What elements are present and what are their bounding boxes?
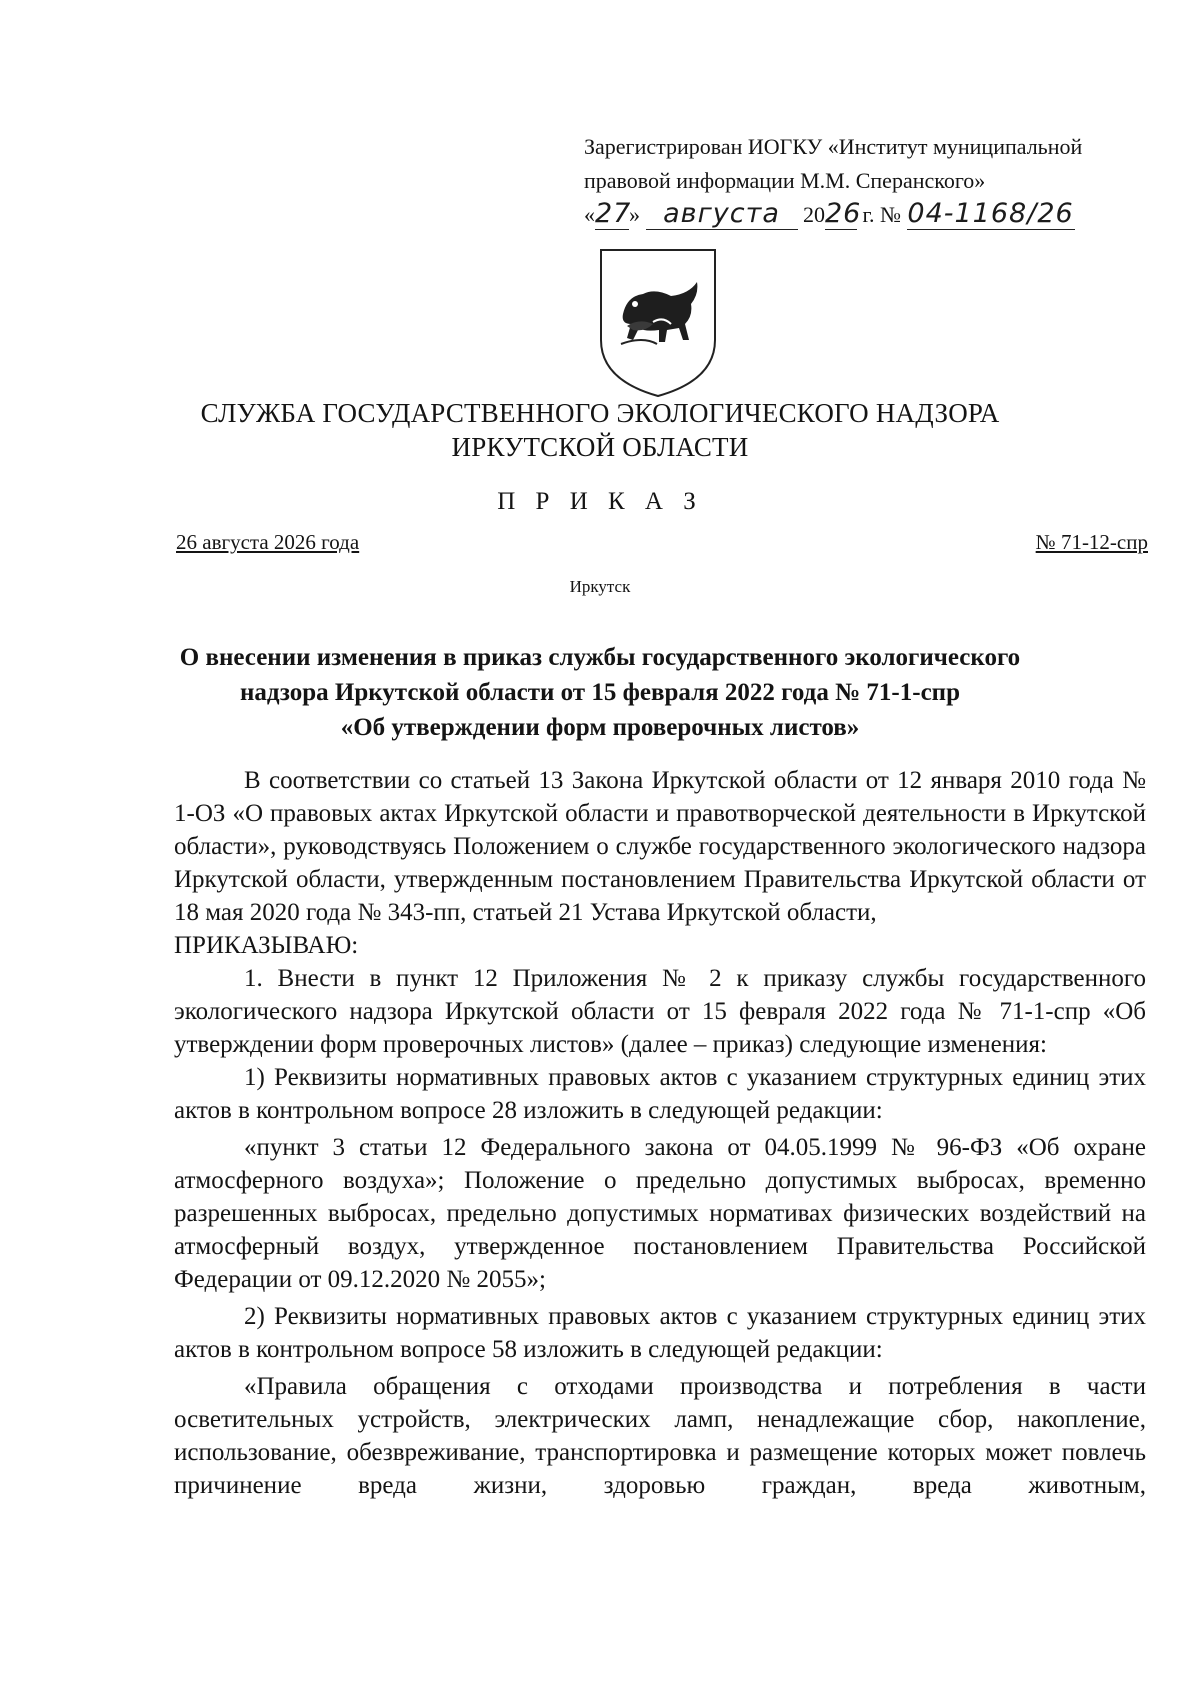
quote-close: » xyxy=(629,202,640,227)
document-body xyxy=(174,764,1146,1502)
irkutsk-coat-of-arms-icon xyxy=(593,244,723,400)
org-line-2: ИРКУТСКОЙ ОБЛАСТИ xyxy=(451,432,749,462)
registration-year: 26 xyxy=(825,198,862,229)
registration-number: 04-1168/26 xyxy=(907,198,1074,229)
paragraph-quote-1: «пункт 3 статьи 12 Федерального закона от 04.05.1999 № 96-ФЗ «Об охране атмосферного воздуха»; Положение о предельно допустимых выбросах, временно разрешенных выбросах, предельно допустимых нормативах физических воздействий на атмосферный воздух, утвержденное постановлением Правительства Российской Федерации от 09.12.2020 № 2055»; xyxy=(174,1134,1146,1293)
registration-year-prefix: 20 xyxy=(803,202,825,227)
title-line-3: «Об утверждении форм проверочных листов» xyxy=(340,714,860,741)
registration-date-line xyxy=(584,198,1144,232)
paragraph-order-word: ПРИКАЗЫВАЮ: xyxy=(174,932,359,959)
registration-day: 27 xyxy=(595,198,632,229)
registration-line-1: Зарегистрирован ИОГКУ «Институт муниципальной xyxy=(584,134,1083,159)
order-date: 26 августа 2026 года xyxy=(176,530,360,554)
city: Иркутск xyxy=(569,577,631,596)
document-title xyxy=(100,640,1100,745)
paragraph-subitem-1: 1) Реквизиты нормативных правовых актов с указанием структурных единиц этих актов в контрольном вопросе 28 изложить в следующей редакции: xyxy=(174,1064,1146,1124)
organization-name xyxy=(0,396,1200,464)
org-line-1: СЛУЖБА ГОСУДАРСТВЕННОГО ЭКОЛОГИЧЕСКОГО НАДЗОРА xyxy=(200,398,1000,428)
registration-stamp xyxy=(584,130,1144,232)
registration-month: августа xyxy=(646,199,798,230)
title-line-2: надзора Иркутской области от 15 февраля 2022 года № 71-1-спр xyxy=(239,679,960,706)
paragraph-item-1: 1. Внести в пункт 12 Приложения № 2 к приказу службы государственного экологического надзора Иркутской области от 15 февраля 2022 года № 71-1-спр «Об утверждении форм проверочных листов» (далее – приказ) следующие изменения: xyxy=(174,965,1146,1058)
quote-open: « xyxy=(584,202,595,227)
paragraph-subitem-2: 2) Реквизиты нормативных правовых актов с указанием структурных единиц этих актов в контрольном вопросе 58 изложить в следующей редакции: xyxy=(174,1303,1146,1363)
title-line-1: О внесении изменения в приказ службы государственного экологического xyxy=(179,644,1021,671)
document-type: П Р И К А З xyxy=(497,488,703,515)
registration-year-tail: г. № xyxy=(862,202,902,227)
registration-line-2: правовой информации М.М. Сперанского» xyxy=(584,168,986,193)
paragraph-quote-2: «Правила обращения с отходами производства и потребления в части осветительных устройств, электрических ламп, ненадлежащие сбор, накопление, использование, обезвреживание, транспортировка и размещение которых может повлечь причинение вреда жизни, здоровью граждан, вреда животным, xyxy=(174,1373,1146,1499)
paragraph-preamble: В соответствии со статьей 13 Закона Иркутской области от 12 января 2010 года № 1-ОЗ «О правовых актах Иркутской области и правотворческой деятельности в Иркутской области», руководствуясь Положением о службе государственного экологического надзора Иркутской области, утвержденным постановлением Правительства Иркутской области от 18 мая 2020 года № 343-пп, статьей 21 Устава Иркутской области, xyxy=(174,767,1146,926)
order-number: № 71-12-спр xyxy=(1035,530,1148,554)
